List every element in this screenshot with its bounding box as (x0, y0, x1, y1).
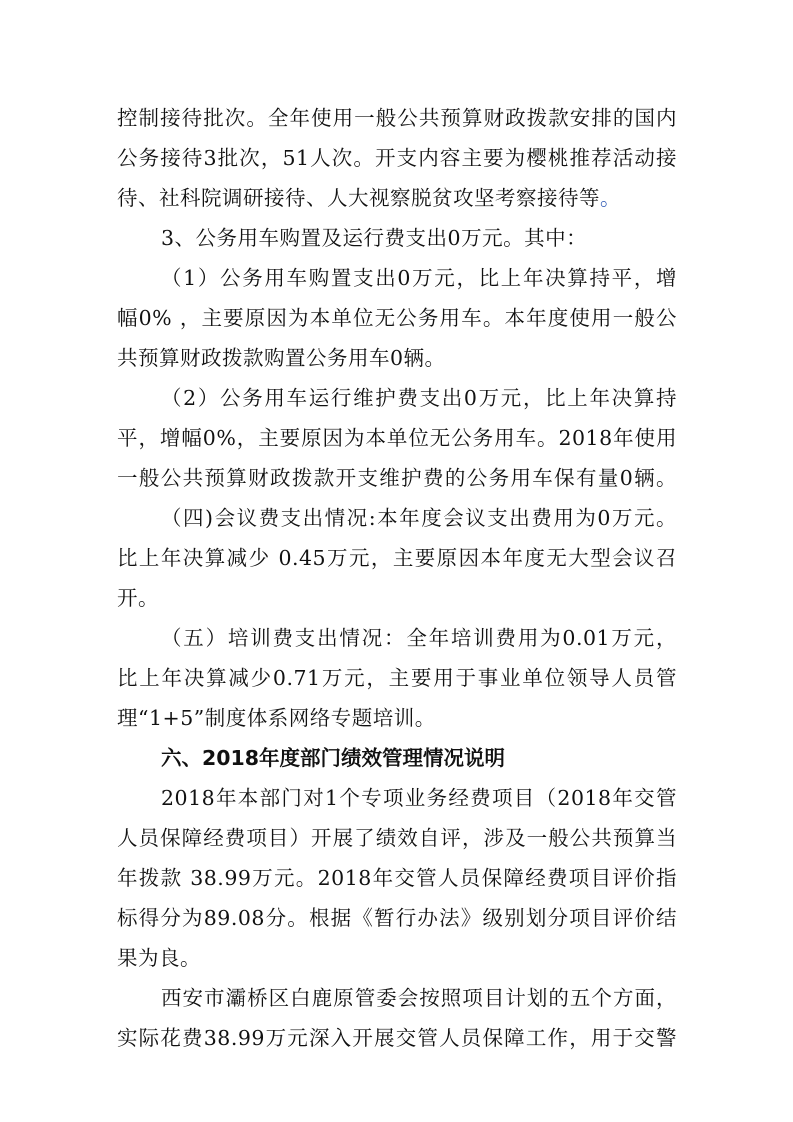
text-line: 3、公务用车购置及运行费支出0万元。其中： (161, 226, 588, 250)
text-line: 控制接待批次。全年使用一般公共预算财政拨款安排的国内 (117, 106, 677, 130)
section-heading: 六、2018年度部门绩效管理情况说明 (161, 746, 506, 770)
text-line-tail: 。 (600, 186, 621, 210)
text-line: （2）公务用车运行维护费支出0万元，比上年决算持 (161, 386, 677, 410)
text-line: （四)会议费支出情况:本年度会议支出费用为0万元。 (161, 506, 677, 530)
text-line: 西安市灞桥区白鹿原管委会按照项目计划的五个方面， (161, 986, 677, 1010)
text-line: 比上年决算减少 0.45万元，主要原因本年度无大型会议召 (117, 546, 677, 570)
text-line (117, 184, 677, 212)
text-line: 人员保障经费项目）开展了绩效自评，涉及一般公共预算当 (117, 826, 677, 850)
text-line: 果为良。 (117, 946, 201, 970)
text-line: 理“1+5”制度体系网络专题培训。 (117, 706, 436, 730)
text-line: 一般公共预算财政拨款开支维护费的公务用车保有量0辆。 (117, 466, 677, 490)
text-line-body: 待、社科院调研接待、人大视察脱贫攻坚考察接待等 (117, 186, 600, 210)
text-line: 幅0% ，主要原因为本单位无公务用车。本年度使用一般公 (117, 306, 677, 330)
text-line: 标得分为89.08分。根据《暂行办法》级别划分项目评价结 (117, 906, 677, 930)
text-line: （五）培训费支出情况：全年培训费用为0.01万元， (161, 626, 677, 650)
text-line: 共预算财政拨款购置公务用车0辆。 (117, 346, 446, 370)
text-line: 2018年本部门对1个专项业务经费项目（2018年交管 (161, 786, 677, 810)
text-line: 开。 (117, 586, 159, 610)
text-line: 年拨款 38.99万元。2018年交管人员保障经费项目评价指 (117, 866, 677, 890)
text-line: 平，增幅0%，主要原因为本单位无公务用车。2018年使用 (117, 426, 677, 450)
text-line: 比上年决算减少0.71万元，主要用于事业单位领导人员管 (117, 666, 677, 690)
text-line: （1）公务用车购置支出0万元，比上年决算持平，增 (161, 266, 677, 290)
text-line: 实际花费38.99万元深入开展交管人员保障工作，用于交警 (117, 1026, 677, 1050)
text-line: 公务接待3批次，51人次。开支内容主要为樱桃推荐活动接 (117, 146, 677, 170)
